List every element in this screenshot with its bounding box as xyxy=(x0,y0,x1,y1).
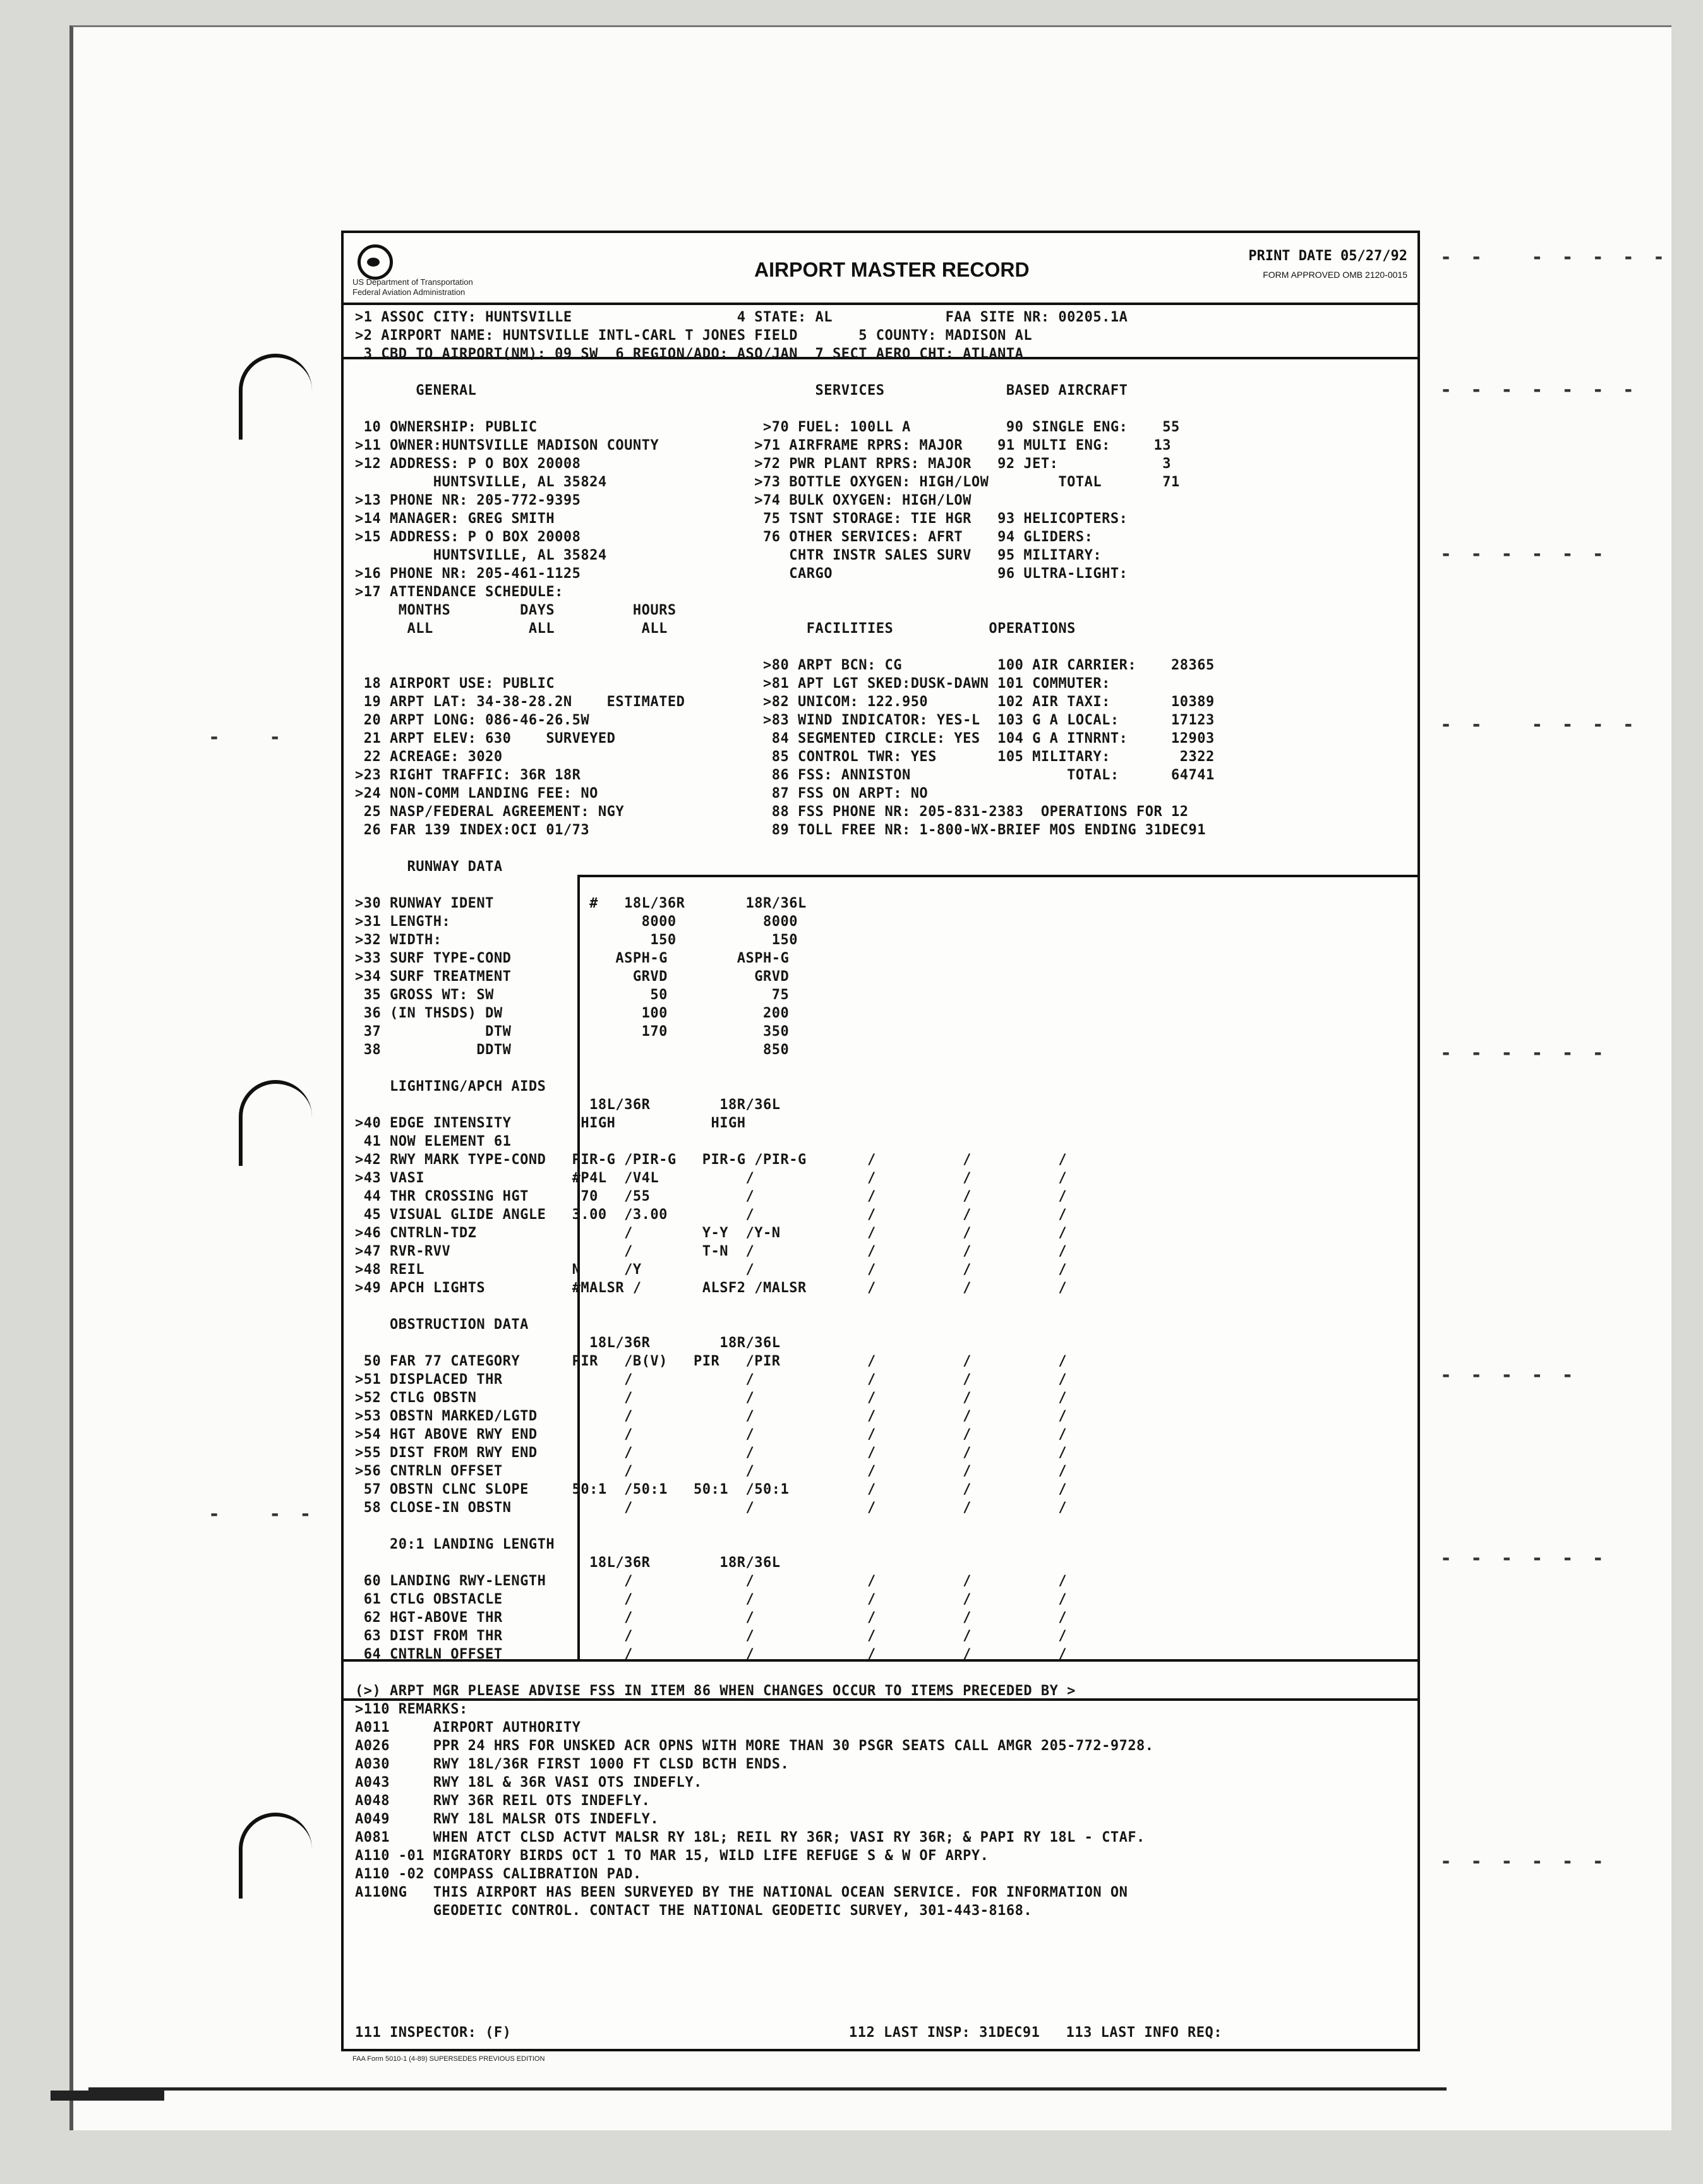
dot-logo-icon xyxy=(358,244,393,280)
record-line: 44 THR CROSSING HGT 70 /55 / / / / xyxy=(355,1189,1068,1204)
record-line: A026 PPR 24 HRS FOR UNSKED ACR OPNS WITH MORE THAN 30 PSGR SEATS CALL AMGR 205-772-9728. xyxy=(355,1738,1154,1754)
margin-dashes: - - - - - - xyxy=(1440,1042,1608,1064)
record-line: 21 ARPT ELEV: 630 SURVEYED 84 SEGMENTED CIRCLE: YES 104 G A ITNRNT: 12903 xyxy=(355,731,1215,747)
record-line: >56 CNTRLN OFFSET / / / / / xyxy=(355,1463,1068,1479)
record-line: 36 (IN THSDS) DW 100 200 xyxy=(355,1005,790,1021)
record-line: OBSTRUCTION DATA xyxy=(355,1317,529,1333)
record-line: 20 ARPT LONG: 086-46-26.5W >83 WIND INDICATOR: YES-L 103 G A LOCAL: 17123 xyxy=(355,712,1215,728)
record-line: GEODETIC CONTROL. CONTACT THE NATIONAL GEODETIC SURVEY, 301-443-8168. xyxy=(355,1903,1033,1919)
form-header xyxy=(344,233,1417,305)
record-line: 20:1 LANDING LENGTH xyxy=(355,1537,555,1552)
margin-dashes: - - - - - - xyxy=(1440,714,1638,736)
record-line: >34 SURF TREATMENT GRVD GRVD xyxy=(355,969,790,985)
record-line: >16 PHONE NR: 205-461-1125 CARGO 96 ULTRA-LIGHT: xyxy=(355,566,1128,582)
record-line: 37 DTW 170 350 xyxy=(355,1024,790,1040)
form-title: AIRPORT MASTER RECORD xyxy=(754,258,1030,281)
agency-line-2: Federal Aviation Administration xyxy=(352,287,466,297)
record-line: 50 FAR 77 CATEGORY PIR /B(V) PIR /PIR / / / xyxy=(355,1353,1068,1369)
record-line: >33 SURF TYPE-COND ASPH-G ASPH-G xyxy=(355,951,790,966)
form-approval: FORM APPROVED OMB 2120-0015 xyxy=(1263,270,1407,280)
record-line: >14 MANAGER: GREG SMITH 75 TSNT STORAGE: TIE HGR 93 HELICOPTERS: xyxy=(355,511,1128,527)
record-line: 62 HGT-ABOVE THR / / / / / xyxy=(355,1610,1068,1626)
record-line: A081 WHEN ATCT CLSD ACTVT MALSR RY 18L; REIL RY 36R; VASI RY 36R; & PAPI RY 18L - CTAF. xyxy=(355,1830,1145,1845)
record-line: 35 GROSS WT: SW 50 75 xyxy=(355,987,790,1003)
binder-hole-1 xyxy=(239,354,312,440)
record-line: >1 ASSOC CITY: HUNTSVILLE 4 STATE: AL FAA SITE NR: 00205.1A xyxy=(355,309,1128,325)
record-line: >49 APCH LIGHTS #MALSR / ALSF2 /MALSR / / / xyxy=(355,1280,1068,1296)
record-line: >32 WIDTH: 150 150 xyxy=(355,932,798,948)
record-line: >15 ADDRESS: P O BOX 20008 76 OTHER SERVICES: AFRT 94 GLIDERS: xyxy=(355,529,1093,545)
record-line: >31 LENGTH: 8000 8000 xyxy=(355,914,798,930)
record-line: A110 -02 COMPASS CALIBRATION PAD. xyxy=(355,1866,642,1882)
record-line: >47 RVR-RVV / T-N / / / / xyxy=(355,1244,1068,1259)
record-line: >24 NON-COMM LANDING FEE: NO 87 FSS ON ARPT: NO xyxy=(355,786,929,801)
margin-dashes: - - - - - - xyxy=(1440,1547,1608,1569)
record-line: >53 OBSTN MARKED/LGTD / / / / / xyxy=(355,1408,1068,1424)
record-line: ALL ALL ALL FACILITIES OPERATIONS xyxy=(355,621,1076,637)
record-line: 3 CBD TO AIRPORT(NM): 09 SW 6 REGION/ADO: ASO/JAN 7 SECT AERO CHT: ATLANTA xyxy=(355,346,1024,362)
record-line: A110 -01 MIGRATORY BIRDS OCT 1 TO MAR 15, WILD LIFE REFUGE S & W OF ARPY. xyxy=(355,1848,989,1864)
record-line: A030 RWY 18L/36R FIRST 1000 FT CLSD BCTH ENDS. xyxy=(355,1756,790,1772)
record-line: >13 PHONE NR: 205-772-9395 >74 BULK OXYGEN: HIGH/LOW xyxy=(355,493,972,508)
record-line: 60 LANDING RWY-LENGTH / / / / / xyxy=(355,1573,1068,1589)
record-line: GENERAL SERVICES BASED AIRCRAFT xyxy=(355,383,1128,399)
record-line: 45 VISUAL GLIDE ANGLE 3.00 /3.00 / / / / xyxy=(355,1207,1068,1223)
record-line: A048 RWY 36R REIL OTS INDEFLY. xyxy=(355,1793,651,1809)
record-line: 25 NASP/FEDERAL AGREEMENT: NGY 88 FSS PHONE NR: 205-831-2383 OPERATIONS FOR 12 xyxy=(355,804,1189,820)
page-bottom-rule xyxy=(88,2087,1447,2091)
record-line: >51 DISPLACED THR / / / / / xyxy=(355,1372,1068,1388)
inspector-field: 111 INSPECTOR: (F) xyxy=(355,2025,512,2041)
last-inspection-field: 112 LAST INSP: 31DEC91 113 LAST INFO REQ: xyxy=(849,2025,1223,2041)
margin-dashes: - - xyxy=(208,726,285,748)
record-line: 18 AIRPORT USE: PUBLIC >81 APT LGT SKED:DUSK-DAWN 101 COMMUTER: xyxy=(355,676,1110,692)
record-line: A011 AIRPORT AUTHORITY xyxy=(355,1720,581,1736)
record-line: 19 ARPT LAT: 34-38-28.2N ESTIMATED >82 UNICOM: 122.950 102 AIR TAXI: 10389 xyxy=(355,694,1215,710)
record-line: >23 RIGHT TRAFFIC: 36R 18R 86 FSS: ANNISTON TOTAL: 64741 xyxy=(355,767,1215,783)
record-line: 58 CLOSE-IN OBSTN / / / / / xyxy=(355,1500,1068,1516)
record-line: 18L/36R 18R/36L xyxy=(355,1335,781,1351)
record-line: 41 NOW ELEMENT 61 xyxy=(355,1134,512,1149)
margin-dashes: - - - - - xyxy=(1440,1364,1577,1386)
record-line: >2 AIRPORT NAME: HUNTSVILLE INTL-CARL T JONES FIELD 5 COUNTY: MADISON AL xyxy=(355,328,1033,344)
margin-dashes: - - - - - - - xyxy=(1440,379,1638,401)
record-line: >52 CTLG OBSTN / / / / / xyxy=(355,1390,1068,1406)
record-line: LIGHTING/APCH AIDS xyxy=(355,1079,546,1095)
record-line: A110NG THIS AIRPORT HAS BEEN SURVEYED BY THE NATIONAL OCEAN SERVICE. FOR INFORMATION ON xyxy=(355,1885,1128,1900)
margin-dashes: - - - xyxy=(208,1503,315,1525)
airport-master-record-form xyxy=(341,231,1420,2063)
binder-hole-3 xyxy=(239,1813,312,1899)
record-line: 22 ACREAGE: 3020 85 CONTROL TWR: YES 105 MILITARY: 2322 xyxy=(355,749,1215,765)
record-line: >54 HGT ABOVE RWY END / / / / / xyxy=(355,1427,1068,1443)
record-line: 63 DIST FROM THR / / / / / xyxy=(355,1628,1068,1644)
record-line: >42 RWY MARK TYPE-COND PIR-G /PIR-G PIR-G /PIR-G / / / xyxy=(355,1152,1068,1168)
scan-artifact-bar xyxy=(51,2091,164,2101)
record-line: 57 OBSTN CLNC SLOPE 50:1 /50:1 50:1 /50:1 / / / xyxy=(355,1482,1068,1497)
record-line: >46 CNTRLN-TDZ / Y-Y /Y-N / / / xyxy=(355,1225,1068,1241)
record-line: (>) ARPT MGR PLEASE ADVISE FSS IN ITEM 86 WHEN CHANGES OCCUR TO ITEMS PRECEDED BY > xyxy=(355,1683,1076,1699)
record-line: RUNWAY DATA xyxy=(355,859,503,875)
record-line: >80 ARPT BCN: CG 100 AIR CARRIER: 28365 xyxy=(355,657,1215,673)
record-line: 18L/36R 18R/36L xyxy=(355,1555,781,1571)
record-line: >48 REIL N /Y / / / / xyxy=(355,1262,1068,1278)
margin-dashes: - - - - - - - xyxy=(1440,246,1668,268)
form-number: FAA Form 5010-1 (4-89) SUPERSEDES PREVIOUS EDITION xyxy=(352,2055,545,2063)
record-line: >11 OWNER:HUNTSVILLE MADISON COUNTY >71 AIRFRAME RPRS: MAJOR 91 MULTI ENG: 13 xyxy=(355,438,1172,453)
record-line: HUNTSVILLE, AL 35824 >73 BOTTLE OXYGEN: HIGH/LOW TOTAL 71 xyxy=(355,474,1180,490)
record-line: HUNTSVILLE, AL 35824 CHTR INSTR SALES SURV 95 MILITARY: xyxy=(355,548,1102,563)
record-line: >12 ADDRESS: P O BOX 20008 >72 PWR PLANT RPRS: MAJOR 92 JET: 3 xyxy=(355,456,1172,472)
record-line: 61 CTLG OBSTACLE / / / / / xyxy=(355,1592,1068,1607)
record-line: A049 RWY 18L MALSR OTS INDEFLY. xyxy=(355,1811,659,1827)
margin-dashes: - - - - - - xyxy=(1440,1851,1608,1873)
record-line: >40 EDGE INTENSITY HIGH HIGH xyxy=(355,1115,746,1131)
margin-dashes: - - - - - - xyxy=(1440,543,1608,565)
record-line: >110 REMARKS: xyxy=(355,1701,468,1717)
agency-line-1: US Department of Transportation xyxy=(352,277,473,287)
record-body xyxy=(355,309,1411,2049)
record-line: >17 ATTENDANCE SCHEDULE: xyxy=(355,584,563,600)
print-date: PRINT DATE 05/27/92 xyxy=(1248,248,1407,264)
binder-hole-2 xyxy=(239,1080,312,1166)
agency-name xyxy=(352,277,473,297)
record-line: MONTHS DAYS HOURS xyxy=(355,603,677,618)
record-line: 10 OWNERSHIP: PUBLIC >70 FUEL: 100LL A 90 SINGLE ENG: 55 xyxy=(355,419,1180,435)
record-line: 18L/36R 18R/36L xyxy=(355,1097,781,1113)
record-line: >55 DIST FROM RWY END / / / / / xyxy=(355,1445,1068,1461)
record-line: 64 CNTRLN OFFSET / / / / / xyxy=(355,1647,1068,1662)
record-line: 38 DDTW 850 xyxy=(355,1042,790,1058)
record-line: >43 VASI #P4L /V4L / / / / xyxy=(355,1170,1068,1186)
record-line: >30 RUNWAY IDENT # 18L/36R 18R/36L xyxy=(355,896,807,911)
record-line: A043 RWY 18L & 36R VASI OTS INDEFLY. xyxy=(355,1775,702,1791)
record-line: 26 FAR 139 INDEX:OCI 01/73 89 TOLL FREE NR: 1-800-WX-BRIEF MOS ENDING 31DEC91 xyxy=(355,822,1207,838)
